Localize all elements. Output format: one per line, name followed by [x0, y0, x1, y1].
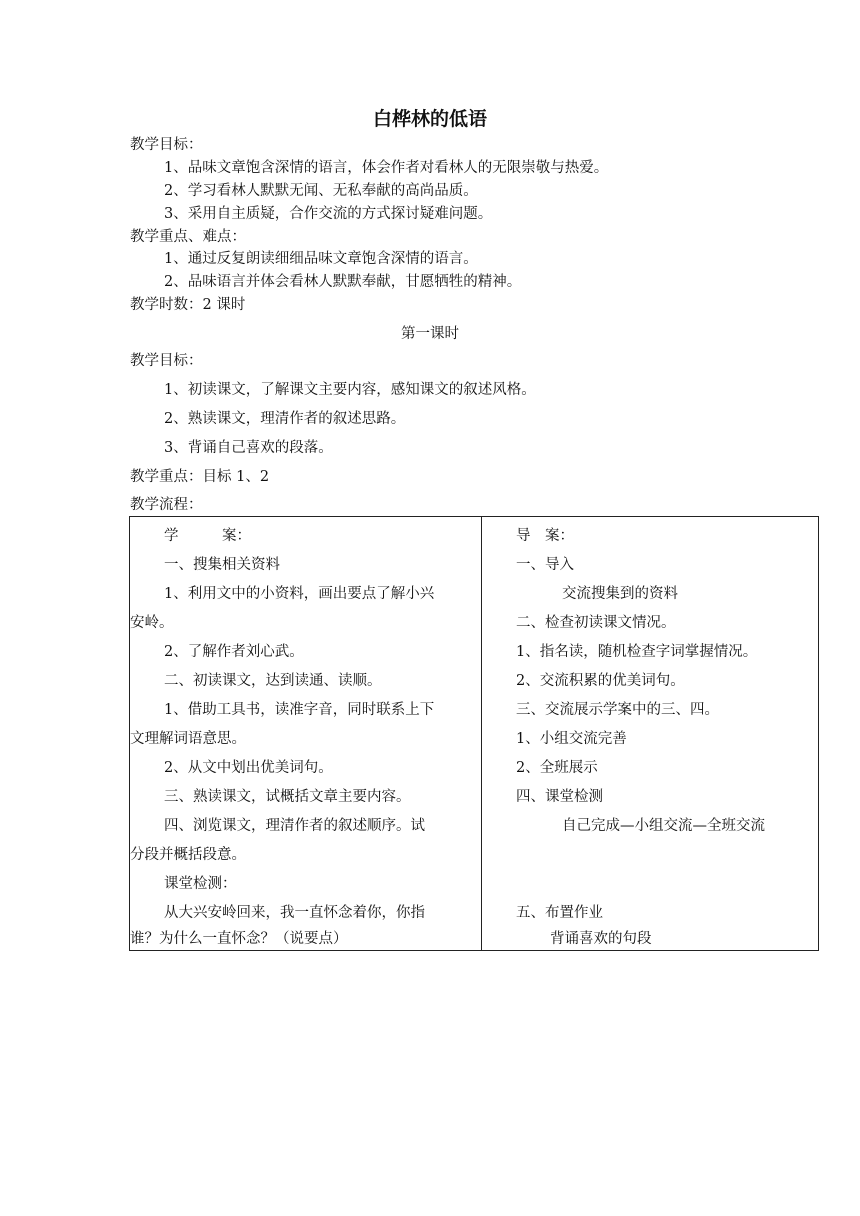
- study-plan-line: 谁？为什么一直怀念？（说要点）: [130, 931, 348, 947]
- study-plan-line: 课堂检测：: [164, 876, 237, 892]
- guide-plan-line: 2、全班展示: [516, 760, 598, 776]
- key-points-heading: 教学重点、难点：: [130, 229, 246, 245]
- guide-plan-line: 交流搜集到的资料: [562, 586, 678, 602]
- guide-plan-line: 自己完成—小组交流—全班交流: [562, 818, 765, 834]
- study-plan-line: 1、利用文中的小资料，画出要点了解小兴: [164, 586, 435, 602]
- study-plan-line: 三、熟读课文，试概括文章主要内容。: [164, 789, 411, 805]
- lesson-title: 第一课时: [401, 326, 459, 342]
- study-plan-line: 文理解词语意思。: [130, 731, 246, 747]
- guide-plan-line: 2、交流积累的优美词句。: [516, 673, 685, 689]
- study-plan-line: 四、浏览课文，理清作者的叙述顺序。试: [164, 818, 425, 834]
- guide-plan-line: 背诵喜欢的句段: [550, 931, 652, 947]
- teaching-hours: 教学时数：2 课时: [130, 297, 246, 313]
- guide-plan-line: 四、课堂检测: [516, 789, 603, 805]
- study-plan-line: 1、借助工具书，读准字音，同时联系上下: [164, 702, 435, 718]
- study-plan-line: 二、初读课文，达到读通、读顺。: [164, 673, 382, 689]
- document-title: 白桦林的低语: [372, 108, 487, 130]
- lesson-objectives-heading: 教学目标：: [130, 353, 203, 369]
- objectives-heading: 教学目标：: [130, 137, 203, 153]
- lesson-objective-item: 2、熟读课文，理清作者的叙述思路。: [164, 411, 406, 427]
- guide-plan-line: 1、指名读，随机检查字词掌握情况。: [516, 644, 758, 660]
- study-plan-line: 一、搜集相关资料: [164, 557, 280, 573]
- objective-item: 2、学习看林人默默无闻、无私奉献的高尚品质。: [164, 183, 478, 199]
- lesson-objective-item: 3、背诵自己喜欢的段落。: [164, 440, 333, 456]
- guide-plan-line: 1、小组交流完善: [516, 731, 627, 747]
- guide-plan-line: 五、布置作业: [516, 905, 603, 921]
- lesson-key-points: 教学重点：目标 1、2: [130, 469, 270, 485]
- lesson-objective-item: 1、初读课文，了解课文主要内容，感知课文的叙述风格。: [164, 382, 536, 398]
- objective-item: 1、品味文章饱含深情的语言，体会作者对看林人的无限崇敬与热爱。: [164, 160, 609, 176]
- study-plan-line: 2、了解作者刘心武。: [164, 644, 304, 660]
- key-point-item: 1、通过反复朗读细细品味文章饱含深情的语言。: [164, 251, 478, 267]
- teaching-flow-table: [129, 516, 819, 951]
- study-plan-line: 分段并概括段意。: [130, 847, 246, 863]
- guide-plan-line: 一、导入: [516, 557, 574, 573]
- flow-heading: 教学流程：: [130, 497, 203, 513]
- objective-item: 3、采用自主质疑，合作交流的方式探讨疑难问题。: [164, 206, 493, 222]
- study-plan-line: 从大兴安岭回来，我一直怀念着你，你指: [164, 905, 425, 921]
- study-plan-line: 安岭。: [130, 615, 174, 631]
- key-point-item: 2、品味语言并体会看林人默默奉献，甘愿牺牲的精神。: [164, 274, 522, 290]
- study-plan-header: 学 案：: [164, 528, 251, 544]
- guide-plan-header: 导 案：: [516, 528, 574, 544]
- guide-plan-line: 二、检查初读课文情况。: [516, 615, 676, 631]
- study-plan-line: 2、从文中划出优美词句。: [164, 760, 333, 776]
- guide-plan-line: 三、交流展示学案中的三、四。: [516, 702, 719, 718]
